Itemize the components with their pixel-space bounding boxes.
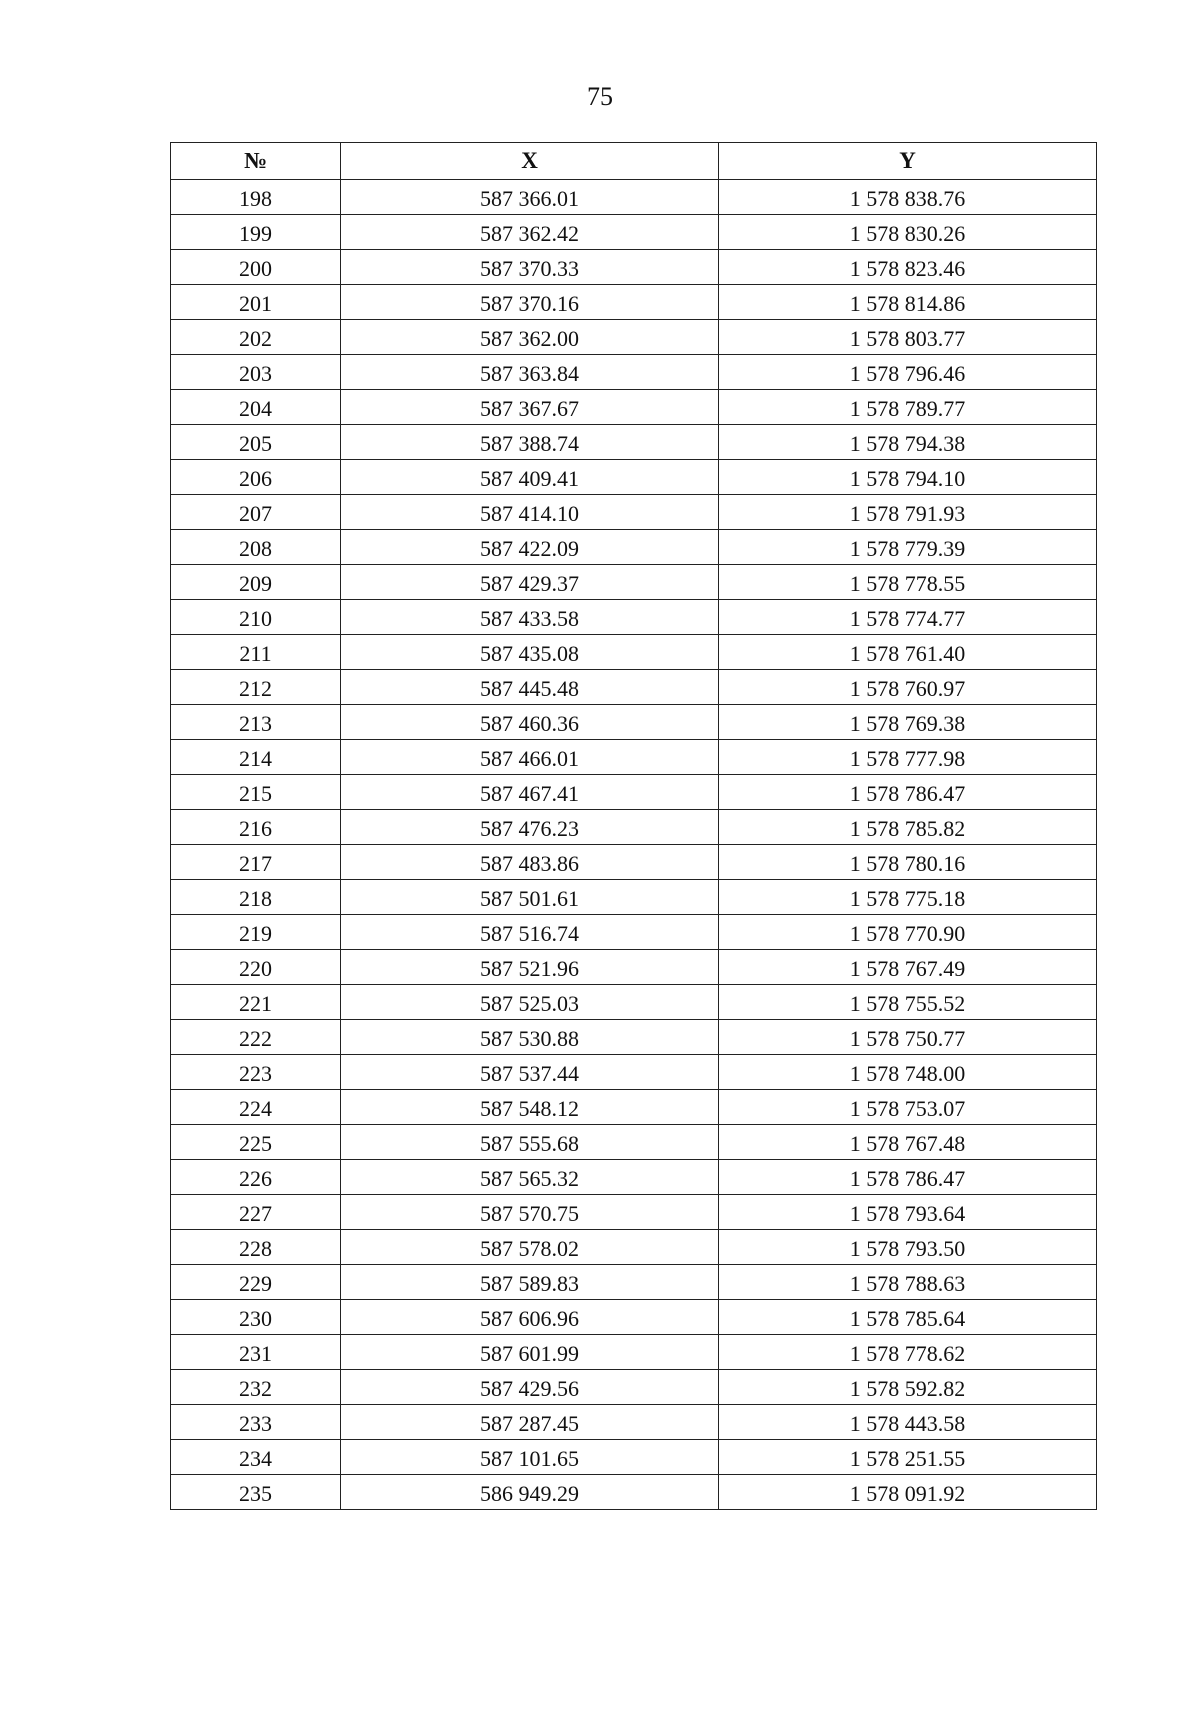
cell-y	[719, 705, 1097, 740]
cell-number-text: 212	[239, 676, 272, 701]
cell-y-text: 1 578 769.38	[849, 711, 966, 736]
cell-number-text: 215	[239, 781, 272, 806]
cell-number	[171, 635, 341, 670]
cell-y-text: 1 578 803.77	[849, 326, 966, 351]
cell-x	[341, 880, 719, 915]
table-row	[171, 1475, 1097, 1510]
cell-x-text: 587 548.12	[480, 1096, 579, 1121]
cell-y	[719, 915, 1097, 950]
cell-y-text: 1 578 774.77	[849, 606, 966, 631]
cell-number	[171, 320, 341, 355]
cell-y	[719, 1440, 1097, 1475]
cell-y-text: 1 578 748.00	[849, 1061, 966, 1086]
table-row	[171, 1300, 1097, 1335]
cell-y-text: 1 578 778.55	[849, 571, 966, 596]
cell-x-text: 587 445.48	[480, 676, 579, 701]
table-row	[171, 250, 1097, 285]
cell-x	[341, 1300, 719, 1335]
cell-x	[341, 705, 719, 740]
cell-number-text: 213	[239, 711, 272, 736]
table-row	[171, 1440, 1097, 1475]
cell-y-text: 1 578 785.64	[849, 1306, 966, 1331]
cell-y	[719, 390, 1097, 425]
cell-x	[341, 285, 719, 320]
table-row	[171, 705, 1097, 740]
cell-number-text: 234	[239, 1446, 272, 1471]
cell-x	[341, 495, 719, 530]
cell-y	[719, 670, 1097, 705]
cell-y-text: 1 578 592.82	[849, 1376, 966, 1401]
cell-number-text: 230	[239, 1306, 272, 1331]
cell-x-text: 587 537.44	[480, 1061, 579, 1086]
cell-x	[341, 180, 719, 215]
cell-number-text: 223	[239, 1061, 272, 1086]
table-row	[171, 495, 1097, 530]
table-row	[171, 670, 1097, 705]
cell-y	[719, 495, 1097, 530]
cell-y	[719, 320, 1097, 355]
cell-number	[171, 705, 341, 740]
cell-y	[719, 985, 1097, 1020]
cell-x-text: 587 516.74	[480, 921, 579, 946]
cell-number-text: 209	[239, 571, 272, 596]
cell-y-text: 1 578 814.86	[849, 291, 966, 316]
cell-number-text: 207	[239, 501, 272, 526]
cell-y	[719, 530, 1097, 565]
table-row	[171, 1195, 1097, 1230]
cell-x-text: 587 433.58	[480, 606, 579, 631]
cell-number	[171, 1055, 341, 1090]
cell-y-text: 1 578 777.98	[849, 746, 966, 771]
cell-number-text: 231	[239, 1341, 272, 1366]
cell-number	[171, 1370, 341, 1405]
table-row	[171, 1090, 1097, 1125]
cell-y-text: 1 578 830.26	[849, 221, 966, 246]
cell-y	[719, 600, 1097, 635]
cell-x	[341, 1440, 719, 1475]
cell-y-text: 1 578 838.76	[849, 186, 966, 211]
cell-y	[719, 250, 1097, 285]
table-row	[171, 845, 1097, 880]
table-row	[171, 880, 1097, 915]
cell-y	[719, 1195, 1097, 1230]
cell-x	[341, 985, 719, 1020]
cell-y-text: 1 578 770.90	[849, 921, 966, 946]
cell-number	[171, 1440, 341, 1475]
cell-number-text: 198	[239, 186, 272, 211]
cell-x	[341, 1370, 719, 1405]
table-row	[171, 1125, 1097, 1160]
cell-x-text: 587 435.08	[480, 641, 579, 666]
cell-number-text: 202	[239, 326, 272, 351]
cell-y-text: 1 578 443.58	[849, 1411, 966, 1436]
header-number: №	[171, 143, 341, 180]
cell-x	[341, 950, 719, 985]
cell-number-text: 199	[239, 221, 272, 246]
cell-number	[171, 355, 341, 390]
cell-y-text: 1 578 767.49	[849, 956, 966, 981]
table-row	[171, 1265, 1097, 1300]
cell-number-text: 232	[239, 1376, 272, 1401]
table-row	[171, 775, 1097, 810]
cell-y-text: 1 578 778.62	[849, 1341, 966, 1366]
cell-x-text: 587 530.88	[480, 1026, 579, 1051]
cell-number	[171, 1230, 341, 1265]
cell-number-text: 205	[239, 431, 272, 456]
cell-x-text: 587 101.65	[480, 1446, 579, 1471]
table-row	[171, 635, 1097, 670]
cell-y-text: 1 578 788.63	[849, 1271, 966, 1296]
cell-x-text: 587 370.33	[480, 256, 579, 281]
table-header-row	[171, 143, 1097, 180]
cell-x-text: 587 476.23	[480, 816, 579, 841]
table-row	[171, 390, 1097, 425]
table-row	[171, 215, 1097, 250]
cell-x-text: 587 429.56	[480, 1376, 579, 1401]
cell-y	[719, 1265, 1097, 1300]
cell-number-text: 208	[239, 536, 272, 561]
cell-number	[171, 1125, 341, 1160]
cell-x	[341, 1020, 719, 1055]
cell-x	[341, 425, 719, 460]
cell-x	[341, 810, 719, 845]
cell-x-text: 587 525.03	[480, 991, 579, 1016]
table-row	[171, 1405, 1097, 1440]
cell-x	[341, 390, 719, 425]
table-body	[171, 180, 1097, 1510]
cell-x	[341, 1230, 719, 1265]
cell-y-text: 1 578 750.77	[849, 1026, 966, 1051]
table-row	[171, 950, 1097, 985]
cell-x	[341, 215, 719, 250]
cell-y	[719, 810, 1097, 845]
cell-number	[171, 250, 341, 285]
cell-x-text: 587 501.61	[480, 886, 579, 911]
cell-y-text: 1 578 796.46	[849, 361, 966, 386]
cell-x-text: 587 601.99	[480, 1341, 579, 1366]
cell-y	[719, 215, 1097, 250]
cell-x-text: 587 367.67	[480, 396, 579, 421]
cell-y	[719, 845, 1097, 880]
cell-x	[341, 1055, 719, 1090]
cell-number-text: 201	[239, 291, 272, 316]
cell-number-text: 233	[239, 1411, 272, 1436]
cell-x-text: 587 414.10	[480, 501, 579, 526]
cell-number-text: 228	[239, 1236, 272, 1261]
table-row	[171, 460, 1097, 495]
cell-x-text: 587 466.01	[480, 746, 579, 771]
cell-x-text: 587 366.01	[480, 186, 579, 211]
cell-x-text: 587 589.83	[480, 1271, 579, 1296]
cell-number-text: 211	[239, 641, 272, 666]
cell-y	[719, 880, 1097, 915]
cell-number-text: 222	[239, 1026, 272, 1051]
cell-y-text: 1 578 761.40	[849, 641, 966, 666]
table-row	[171, 1230, 1097, 1265]
table-row	[171, 425, 1097, 460]
cell-number-text: 235	[239, 1481, 272, 1506]
cell-x-text: 587 362.42	[480, 221, 579, 246]
cell-number	[171, 600, 341, 635]
cell-number	[171, 215, 341, 250]
table-row	[171, 1335, 1097, 1370]
cell-number	[171, 1195, 341, 1230]
cell-y-text: 1 578 823.46	[849, 256, 966, 281]
cell-y	[719, 565, 1097, 600]
cell-y	[719, 1055, 1097, 1090]
cell-number-text: 218	[239, 886, 272, 911]
cell-number	[171, 740, 341, 775]
cell-y-text: 1 578 789.77	[849, 396, 966, 421]
cell-number	[171, 495, 341, 530]
header-y: Y	[719, 143, 1097, 180]
cell-x	[341, 1265, 719, 1300]
cell-x	[341, 460, 719, 495]
table-row	[171, 740, 1097, 775]
cell-x	[341, 1160, 719, 1195]
cell-x-text: 587 363.84	[480, 361, 579, 386]
cell-number-text: 200	[239, 256, 272, 281]
cell-number-text: 219	[239, 921, 272, 946]
cell-number-text: 224	[239, 1096, 272, 1121]
cell-x-text: 587 467.41	[480, 781, 579, 806]
cell-x-text: 587 570.75	[480, 1201, 579, 1226]
cell-x-text: 586 949.29	[480, 1481, 579, 1506]
cell-x-text: 587 409.41	[480, 466, 579, 491]
cell-number	[171, 565, 341, 600]
cell-number-text: 210	[239, 606, 272, 631]
cell-x	[341, 635, 719, 670]
cell-x	[341, 320, 719, 355]
cell-y-text: 1 578 775.18	[849, 886, 966, 911]
cell-y-text: 1 578 251.55	[849, 1446, 966, 1471]
cell-y	[719, 775, 1097, 810]
cell-number	[171, 1335, 341, 1370]
table-row	[171, 320, 1097, 355]
cell-x	[341, 915, 719, 950]
cell-y	[719, 180, 1097, 215]
cell-y-text: 1 578 753.07	[849, 1096, 966, 1121]
cell-y	[719, 1090, 1097, 1125]
cell-number-text: 227	[239, 1201, 272, 1226]
cell-y-text: 1 578 760.97	[849, 676, 966, 701]
cell-y	[719, 1020, 1097, 1055]
cell-y-text: 1 578 091.92	[849, 1481, 966, 1506]
cell-y-text: 1 578 794.38	[849, 431, 966, 456]
table-row	[171, 1160, 1097, 1195]
cell-y-text: 1 578 755.52	[849, 991, 966, 1016]
cell-y-text: 1 578 779.39	[849, 536, 966, 561]
cell-y	[719, 740, 1097, 775]
page-number: 75	[587, 82, 613, 111]
cell-x-text: 587 483.86	[480, 851, 579, 876]
cell-x-text: 587 370.16	[480, 291, 579, 316]
cell-x	[341, 1475, 719, 1510]
cell-y-text: 1 578 793.64	[849, 1201, 966, 1226]
cell-x	[341, 740, 719, 775]
cell-x	[341, 530, 719, 565]
cell-y	[719, 1300, 1097, 1335]
coordinates-table	[170, 142, 1097, 1510]
cell-number	[171, 775, 341, 810]
cell-y	[719, 355, 1097, 390]
cell-number	[171, 425, 341, 460]
cell-number-text: 206	[239, 466, 272, 491]
cell-number	[171, 1020, 341, 1055]
cell-y-text: 1 578 794.10	[849, 466, 966, 491]
cell-number	[171, 180, 341, 215]
cell-number-text: 226	[239, 1166, 272, 1191]
cell-x	[341, 1405, 719, 1440]
cell-x	[341, 250, 719, 285]
cell-x-text: 587 555.68	[480, 1131, 579, 1156]
cell-x-text: 587 388.74	[480, 431, 579, 456]
table-row	[171, 565, 1097, 600]
cell-y-text: 1 578 786.47	[849, 1166, 966, 1191]
cell-x	[341, 670, 719, 705]
cell-x	[341, 1090, 719, 1125]
cell-y	[719, 1475, 1097, 1510]
cell-number-text: 217	[239, 851, 272, 876]
cell-y	[719, 635, 1097, 670]
table-row	[171, 1020, 1097, 1055]
cell-y	[719, 1405, 1097, 1440]
cell-y	[719, 460, 1097, 495]
cell-y-text: 1 578 780.16	[849, 851, 966, 876]
cell-number	[171, 1160, 341, 1195]
cell-number-text: 225	[239, 1131, 272, 1156]
cell-y	[719, 1230, 1097, 1265]
cell-number-text: 204	[239, 396, 272, 421]
table-row	[171, 915, 1097, 950]
cell-number-text: 203	[239, 361, 272, 386]
cell-x-text: 587 287.45	[480, 1411, 579, 1436]
table-row	[171, 810, 1097, 845]
cell-x	[341, 1335, 719, 1370]
table-row	[171, 1370, 1097, 1405]
cell-x-text: 587 460.36	[480, 711, 579, 736]
cell-number	[171, 1405, 341, 1440]
table-row	[171, 355, 1097, 390]
cell-number-text: 214	[239, 746, 272, 771]
cell-x	[341, 845, 719, 880]
cell-number-text: 229	[239, 1271, 272, 1296]
cell-y	[719, 285, 1097, 320]
cell-number	[171, 1300, 341, 1335]
cell-number	[171, 810, 341, 845]
cell-x	[341, 600, 719, 635]
cell-number	[171, 845, 341, 880]
cell-number	[171, 950, 341, 985]
cell-x	[341, 565, 719, 600]
cell-y-text: 1 578 785.82	[849, 816, 966, 841]
cell-x	[341, 775, 719, 810]
cell-y-text: 1 578 786.47	[849, 781, 966, 806]
cell-number	[171, 530, 341, 565]
cell-number	[171, 915, 341, 950]
cell-number	[171, 1265, 341, 1300]
header-x: X	[341, 143, 719, 180]
cell-y-text: 1 578 793.50	[849, 1236, 966, 1261]
cell-number	[171, 1475, 341, 1510]
cell-y	[719, 425, 1097, 460]
table-row	[171, 285, 1097, 320]
cell-x-text: 587 565.32	[480, 1166, 579, 1191]
cell-y	[719, 950, 1097, 985]
cell-y-text: 1 578 767.48	[849, 1131, 966, 1156]
cell-number	[171, 670, 341, 705]
cell-x-text: 587 362.00	[480, 326, 579, 351]
cell-x	[341, 1125, 719, 1160]
cell-number-text: 220	[239, 956, 272, 981]
cell-x-text: 587 606.96	[480, 1306, 579, 1331]
cell-y	[719, 1160, 1097, 1195]
cell-x-text: 587 422.09	[480, 536, 579, 561]
cell-y	[719, 1125, 1097, 1160]
table-row	[171, 985, 1097, 1020]
table-row	[171, 600, 1097, 635]
table-row	[171, 530, 1097, 565]
cell-number	[171, 460, 341, 495]
cell-number	[171, 880, 341, 915]
table-row	[171, 180, 1097, 215]
cell-x	[341, 355, 719, 390]
cell-x-text: 587 521.96	[480, 956, 579, 981]
cell-y	[719, 1335, 1097, 1370]
cell-x-text: 587 429.37	[480, 571, 579, 596]
cell-x-text: 587 578.02	[480, 1236, 579, 1261]
cell-number-text: 221	[239, 991, 272, 1016]
cell-y	[719, 1370, 1097, 1405]
cell-number-text: 216	[239, 816, 272, 841]
table-row	[171, 1055, 1097, 1090]
cell-number	[171, 285, 341, 320]
cell-x	[341, 1195, 719, 1230]
cell-number	[171, 985, 341, 1020]
cell-number	[171, 1090, 341, 1125]
cell-y-text: 1 578 791.93	[849, 501, 966, 526]
cell-number	[171, 390, 341, 425]
